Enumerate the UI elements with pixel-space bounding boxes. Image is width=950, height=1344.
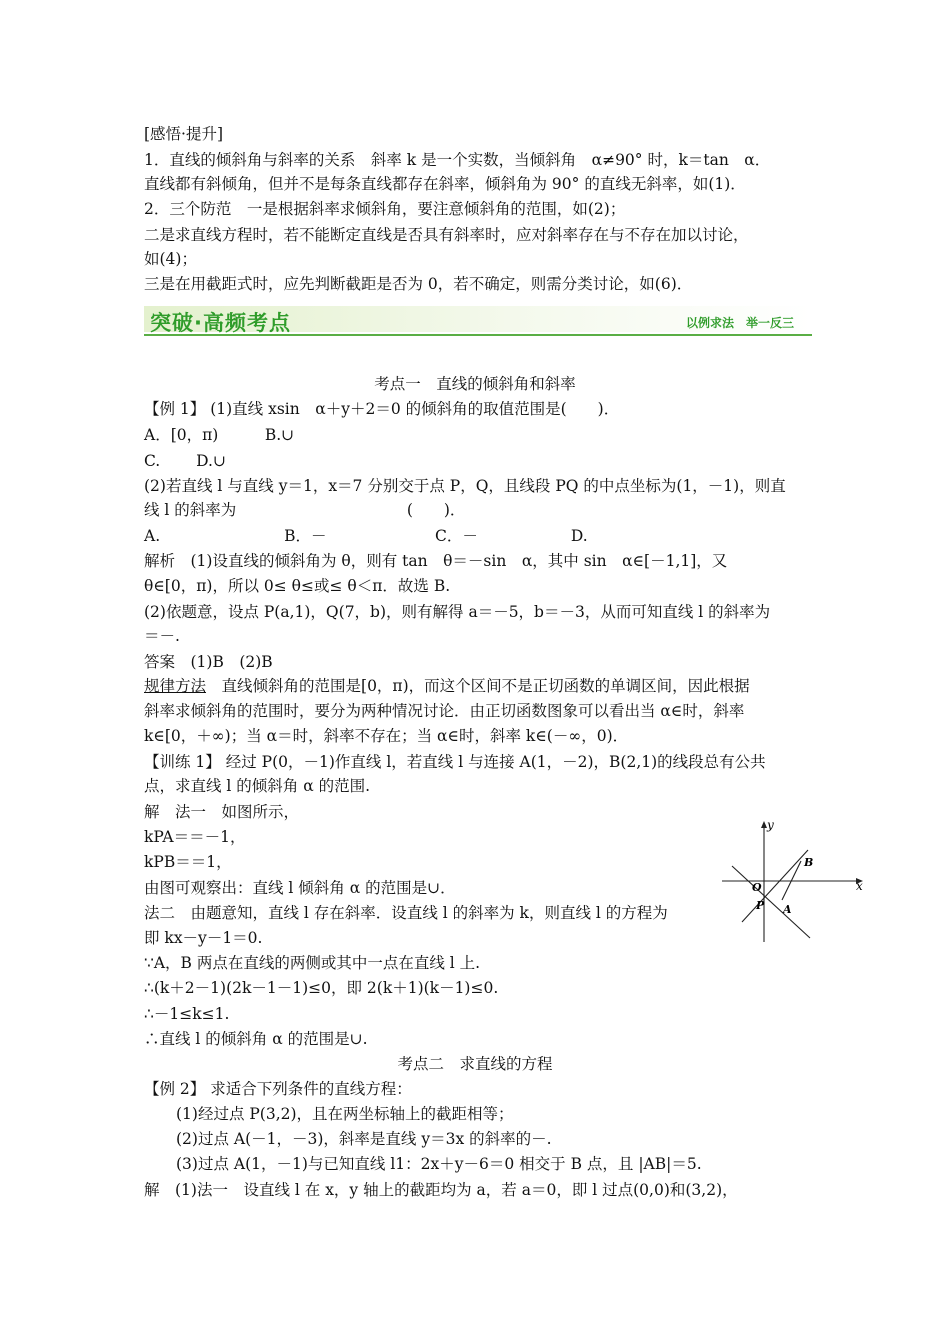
text-line-l19: 答案 (1)B (2)B bbox=[144, 653, 273, 671]
text-line-l21: 斜率求倾斜角的范围时，要分为两种情况讨论．由正切函数图象可以看出当 α∈时，斜率 bbox=[144, 702, 745, 720]
text-line-l40: 解 (1)法一 设直线 l 在 x，y 轴上的截距均为 a，若 a＝0，即 l 过点(0,0)和(3,2)， bbox=[144, 1181, 738, 1199]
point-p-label: P bbox=[756, 899, 765, 912]
text-line-l03: 直线都有斜倾角，但并不是每条直线都存在斜率，倾斜角为 90° 的直线无斜率，如(1)． bbox=[144, 175, 746, 193]
text-line-l27: kPB＝＝1， bbox=[144, 853, 232, 871]
text-line-l26: kPA＝＝－1， bbox=[144, 828, 246, 846]
text-line-l25: 解 法一 如图所示， bbox=[144, 803, 300, 821]
text-line-l02: 1．直线的倾斜角与斜率的关系 斜率 k 是一个实数，当倾斜角 α≠90° 时，k＝tan α． bbox=[144, 151, 771, 169]
point-a-label: A bbox=[783, 903, 792, 916]
text-line-l38: (2)过点 A(－1，－3)，斜率是直线 y＝3x 的斜率的－. bbox=[176, 1130, 552, 1148]
text-line-l32: ∴(k＋2－1)(2k－1－1)≤0，即 2(k＋1)(k－1)≤0. bbox=[144, 979, 499, 997]
y-label: y bbox=[767, 818, 774, 832]
text-line-l13: 线 l 的斜率为 ( )． bbox=[144, 501, 466, 519]
text-line-l05: 二是求直线方程时，若不能断定直线是否具有斜率时，应对斜率存在与不存在加以讨论， bbox=[144, 226, 749, 244]
banner-subtitle: 以例求法 举一反三 bbox=[685, 316, 794, 330]
text-line-l36: 【例 2】 求适合下列条件的直线方程： bbox=[144, 1080, 412, 1098]
text-line-l31: ∵A，B 两点在直线的两侧或其中一点在直线 l 上. bbox=[144, 954, 481, 972]
text-line-l10: A．[0，π) B.∪ bbox=[144, 426, 295, 444]
text-line-l18: ＝－. bbox=[144, 627, 180, 645]
text-line-l29: 法二 由题意知，直线 l 存在斜率．设直线 l 的斜率为 k，则直线 l 的方程为 bbox=[144, 904, 668, 922]
text-line-l22: k∈[0，＋∞)；当 α＝时，斜率不存在；当 α∈时，斜率 k∈(－∞，0)． bbox=[144, 727, 629, 745]
point-b-label: B bbox=[804, 856, 814, 869]
text-line-l04: 2．三个防范 一是根据斜率求倾斜角，要注意倾斜角的范围，如(2)； bbox=[144, 200, 626, 218]
method-note-text: 直线倾斜角的范围是[0，π)，而这个区间不是正切函数的单调区间，因此根据 bbox=[206, 677, 750, 695]
text-line-l35: 考点二 求直线的方程 bbox=[397, 1055, 553, 1073]
method-note-label: 规律方法 bbox=[144, 677, 207, 695]
x-label: x bbox=[856, 879, 863, 893]
text-line-l30: 即 kx－y－1＝0. bbox=[144, 929, 263, 947]
text-line-l28: 由图可观察出：直线 l 倾斜角 α 的范围是∪． bbox=[144, 879, 456, 897]
text-line-l24: 点，求直线 l 的倾斜角 α 的范围. bbox=[144, 777, 371, 795]
section-banner bbox=[144, 306, 812, 338]
text-line-l07: 三是在用截距式时，应先判断截距是否为 0，若不确定，则需分类讨论，如(6)． bbox=[144, 275, 693, 293]
text-line-l14: A. B．－ C．－ D. bbox=[144, 527, 588, 545]
text-line-l09: 【例 1】 (1)直线 xsin α＋y＋2＝0 的倾斜角的取值范围是( )． bbox=[144, 400, 620, 418]
text-line-l23: 【训练 1】 经过 P(0，－1)作直线 l，若直线 l 与连接 A(1，－2)，B(2,1)的线段总有公共 bbox=[144, 753, 766, 771]
coordinate-figure bbox=[720, 818, 866, 944]
text-line-l08: 考点一 直线的倾斜角和斜率 bbox=[374, 375, 576, 393]
text-line-l37: (1)经过点 P(3,2)，且在两坐标轴上的截距相等； bbox=[176, 1105, 514, 1123]
text-line-l06: 如(4)； bbox=[144, 250, 197, 268]
text-line-l15: 解析 (1)设直线的倾斜角为 θ，则有 tan θ＝－sin α，其中 sin α∈[－1,1]，又 bbox=[144, 552, 728, 570]
text-line-l17: (2)依题意，设点 P(a,1)，Q(7，b)，则有解得 a＝－5，b＝－3，从而可知直线 l 的斜率为 bbox=[144, 603, 771, 621]
origin-label: O bbox=[752, 881, 762, 894]
text-line-l01: [感悟·提升] bbox=[144, 125, 224, 143]
text-line-l34: ∴直线 l 的倾斜角 α 的范围是∪. bbox=[144, 1030, 368, 1048]
text-line-l12: (2)若直线 l 与直线 y＝1，x＝7 分别交于点 P，Q，且线段 PQ 的中点坐标为(1，－1)，则直 bbox=[144, 477, 786, 495]
method-note-line bbox=[144, 676, 750, 696]
text-line-l39: (3)过点 A(1，－1)与已知直线 l1：2x＋y－6＝0 相交于 B 点，且 |AB|＝5. bbox=[176, 1155, 702, 1173]
text-line-l33: ∴－1≤k≤1. bbox=[144, 1005, 230, 1023]
text-line-l11: C. D.∪ bbox=[144, 452, 226, 470]
line-pa bbox=[732, 866, 810, 938]
banner-title: 突破·高频考点 bbox=[150, 311, 291, 335]
text-line-l16: θ∈[0，π)，所以 0≤ θ≤或≤ θ＜π．故选 B. bbox=[144, 577, 451, 595]
banner-underline bbox=[144, 334, 812, 336]
